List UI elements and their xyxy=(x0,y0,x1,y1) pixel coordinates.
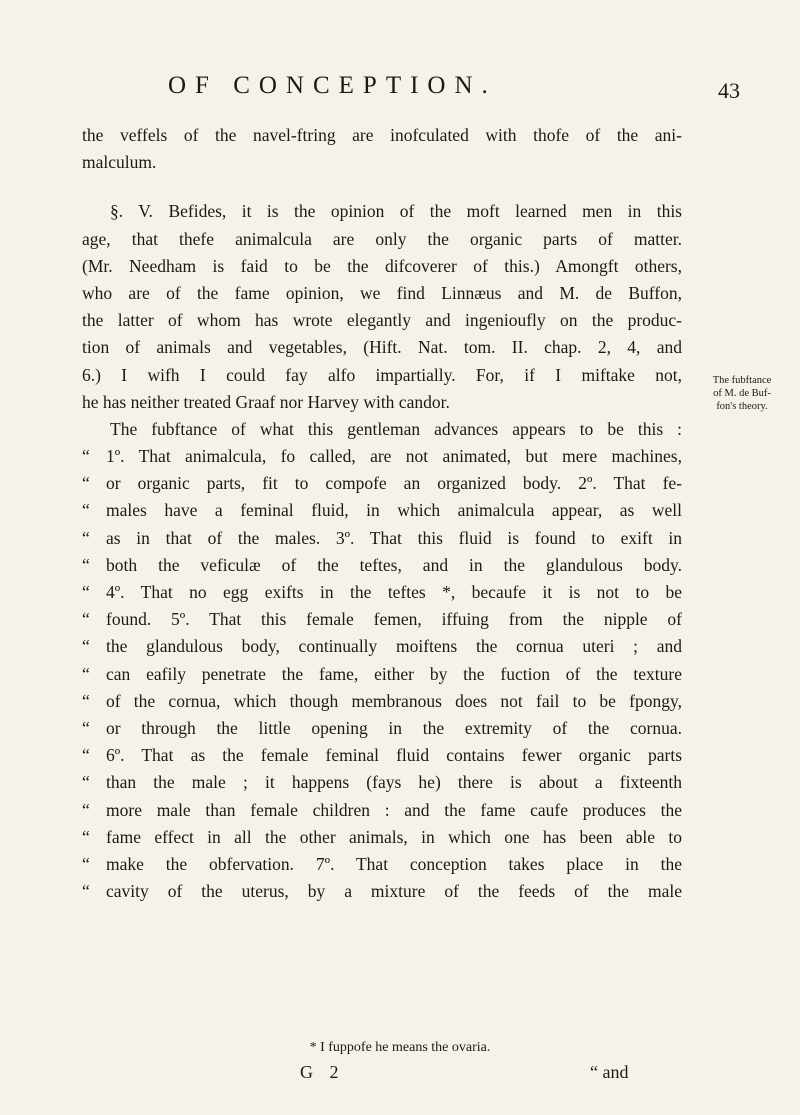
text-line: (Mr. Needham is faid to be the difcoverer of this.) Amongft others, xyxy=(82,255,682,276)
page-header xyxy=(0,72,800,112)
quoted-line: “ or organic parts, fit to compofe an organized body. 2º. That fe- xyxy=(82,473,682,494)
text-line: 6.) I wifh I could fay alfo impartially. For, if I miftake not, xyxy=(82,364,682,385)
page-number: 43 xyxy=(718,78,740,103)
quoted-line: “ 6º. That as the female feminal fluid contains fewer organic parts xyxy=(82,745,682,766)
quoted-line: “ of the cornua, which though membranous does not fail to be fpongy, xyxy=(82,690,682,711)
footnote: * I fuppofe he means the ovaria. xyxy=(309,1040,491,1055)
quoted-line: “ the glandulous body, continually moiftens the cornua uteri ; and xyxy=(82,636,682,657)
quoted-line: “ fame effect in all the other animals, in which one has been able to xyxy=(82,826,682,847)
margin-note: The fubftance of M. de Buf- fon's theory. xyxy=(712,375,772,412)
quoted-line: “ or through the little opening in the extremity of the cornua. xyxy=(82,717,682,738)
text-line: he has neither treated Graaf nor Harvey with candor. xyxy=(82,391,450,412)
quoted-line: “ make the obfervation. 7º. That conception takes place in the xyxy=(82,853,682,874)
text-line: the veffels of the navel-ftring are inofculated with thofe of the ani- xyxy=(82,125,682,145)
catchword: “ and xyxy=(590,1062,629,1082)
quoted-line: “ more male than female children : and the fame caufe produces the xyxy=(82,799,682,820)
signature-mark: G 2 xyxy=(300,1062,345,1082)
text-line: The fubftance of what this gentleman advances appears to be this : xyxy=(110,418,682,439)
quoted-line: “ 1º. That animalcula, fo called, are not animated, but mere machines, xyxy=(82,446,682,467)
text-line: who are of the fame opinion, we find Linnæus and M. de Buffon, xyxy=(82,282,682,303)
quoted-line: “ found. 5º. That this female femen, iffuing from the nipple of xyxy=(82,609,682,630)
quoted-line: “ 4º. That no egg exifts in the teftes *, becaufe it is not to be xyxy=(82,582,682,602)
text-line: tion of animals and vegetables, (Hift. Nat. tom. II. chap. 2, 4, and xyxy=(82,337,682,358)
quoted-line: “ as in that of the males. 3º. That this fluid is found to exift in xyxy=(82,527,682,548)
body-text xyxy=(82,122,682,905)
quoted-line: “ both the veficulæ of the teftes, and in the glandulous body. xyxy=(82,554,682,575)
text-line: the latter of whom has wrote elegantly and ingenioufly on the produc- xyxy=(82,310,682,331)
running-head: OF CONCEPTION. xyxy=(168,72,497,99)
text-line: age, that thefe animalcula are only the organic parts of matter. xyxy=(82,228,682,249)
text-line: malculum. xyxy=(82,152,157,173)
quoted-line: “ males have a feminal fluid, in which animalcula appear, as well xyxy=(82,500,682,521)
quoted-line: “ cavity of the uterus, by a mixture of the feeds of the male xyxy=(82,881,682,902)
quoted-line: “ than the male ; it happens (fays he) there is about a fixteenth xyxy=(82,772,682,793)
text-line: §. V. Befides, it is the opinion of the moft learned men in this xyxy=(110,201,682,222)
quoted-line: “ can eafily penetrate the fame, either by the fuction of the texture xyxy=(82,663,682,684)
